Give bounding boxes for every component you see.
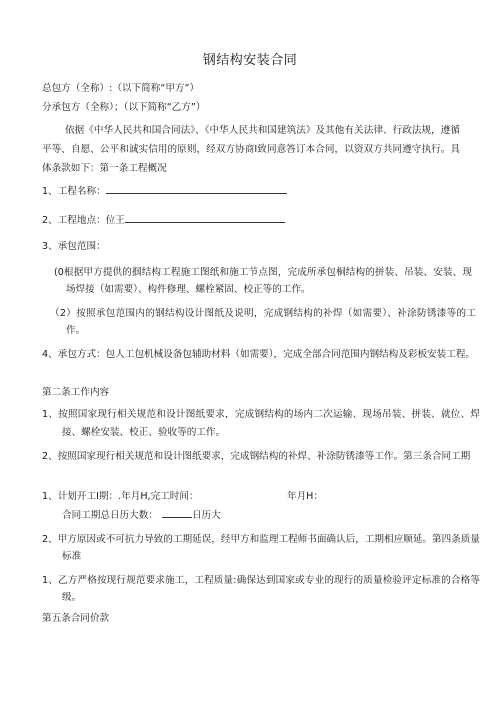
schedule-start-text: 1、计划开工I期：.年月H,完工时间： xyxy=(42,491,199,502)
delay-paragraph: 2、甲方原因或不可抗力导致的工期延误，经甲方和监理工程师书面确认后，工期相应顺延。第四条质量标准 xyxy=(42,534,480,562)
project-location-blank xyxy=(125,212,285,223)
quality-item-1: 1、乙方严格按现行规范要求施工，工程质量:确保达到国家或专业的现行的质量检验评定标准的合格等级。 xyxy=(42,575,480,603)
project-name-label: 1、工程名称： xyxy=(42,186,106,197)
scope-heading: 3、承包范围： xyxy=(42,241,106,252)
schedule-row xyxy=(42,490,199,504)
project-location-label: 2、工程地点：位王 xyxy=(42,215,125,226)
project-location-row xyxy=(42,212,285,228)
preamble-paragraph: 依据《中华人民共和国合同法》、《中华人民共和国建筑法》及其他有关法律、行政法规，遵循平等、自愿、公平和诚实信用的原则，经双方协商I致同意答订本合同，以资双方共同遵守执行。具体条款如下：第一条工程概况 xyxy=(42,125,460,174)
section-5-title: 第五条合同价款 xyxy=(42,613,110,624)
calendar-days-unit: 日历大 xyxy=(191,510,221,521)
project-name-row xyxy=(42,183,287,199)
project-name-blank xyxy=(106,183,287,194)
calendar-days-blank xyxy=(162,507,192,518)
document-title: 钢结构安装合同 xyxy=(202,53,298,68)
schedule-end-text: 年月H： xyxy=(287,491,323,502)
party-b-line: 分承包方（全称）；（以下简称“乙方”） xyxy=(42,102,206,113)
work-content-item-1: 1、按照国家现行相关规范和设计图纸要求，完成钢结构的场内二次运输、现场吊装、拼装、就位、焊接、螺栓安装、校正、验收等的工作。 xyxy=(42,409,480,438)
contract-mode-paragraph: 4、承包方式：包人工包机械设备包辅助材料（如需要），完成全部合同范围内钢结构及彩板安装工程。 xyxy=(42,349,476,360)
party-a-line: 总包方（全称）:（以下简称“甲方”） xyxy=(42,83,200,94)
work-content-item-2: 2、按照国家现行相关规范和设计图纸要求，完成钢结构的补焊、补涂防锈漆等工作。第三条合同工期 xyxy=(42,451,471,462)
scope-item-1: (0根据甲方提供的掴结构工程施工图纸和施工节点图，完成所承包桐结构的拼装、吊装、安装、现场焊接（如需要）、构件修理、螺栓紧固、校正等的工作。 xyxy=(54,267,472,295)
section-2-title: 第二条工作内容 xyxy=(42,387,110,398)
scope-item-2: （2）按照承包范围内的钢结构设计图纸及说明，完成钢结构的补焊（如需要）、补涂防锈漆等的工作。 xyxy=(50,308,476,336)
calendar-days-label: 合同工期总日历大数： xyxy=(62,510,158,521)
calendar-days-row xyxy=(62,507,221,523)
